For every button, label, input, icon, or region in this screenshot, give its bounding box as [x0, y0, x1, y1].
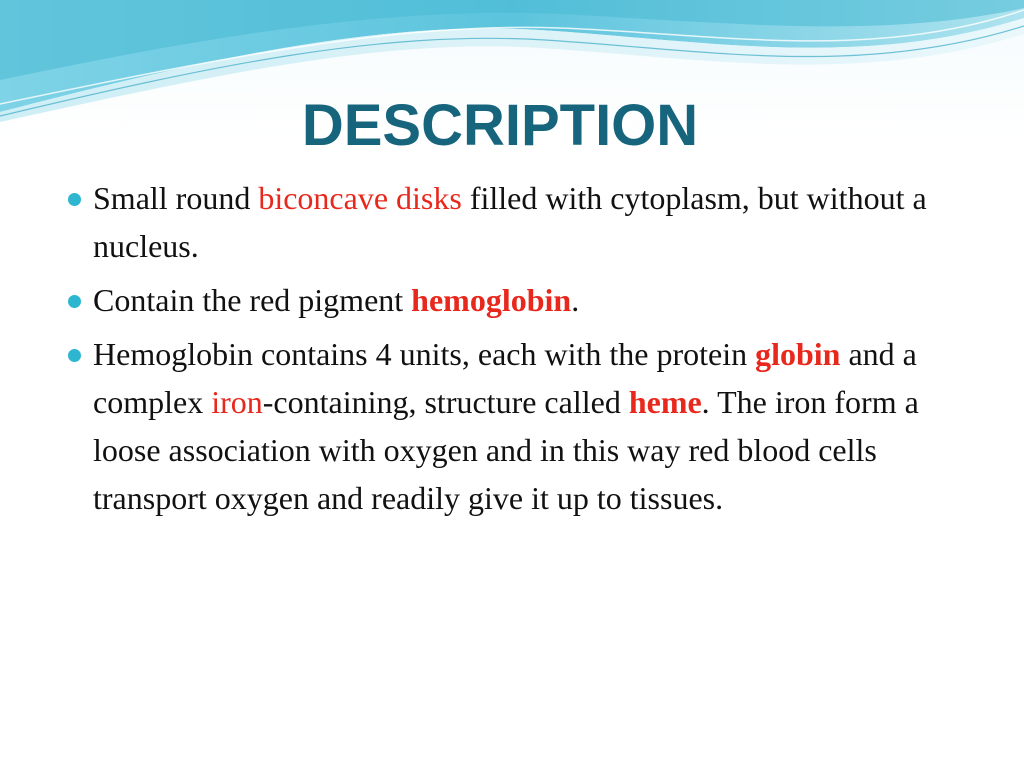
bullet-dot-icon	[68, 295, 81, 308]
text-segment: Contain the red pigment	[93, 282, 412, 318]
highlight-biconcave-disks: biconcave disks	[258, 180, 462, 216]
bullet-dot-icon	[68, 193, 81, 206]
text-segment: Hemoglobin contains 4 units, each with the protein	[93, 336, 756, 372]
bullet-text	[93, 282, 579, 318]
bullet-text	[93, 180, 927, 264]
bullet-list	[62, 174, 982, 528]
highlight-hemoglobin: hemoglobin	[411, 282, 572, 318]
highlight-globin: globin	[755, 336, 841, 372]
slide-title: DESCRIPTION	[301, 93, 699, 158]
text-segment: and a complex	[93, 336, 917, 420]
text-segment: filled with cytoplasm, but without a nucleus.	[93, 180, 927, 264]
bullet-dot-icon	[68, 349, 81, 362]
highlight-iron: iron	[211, 384, 263, 420]
bullet-item-1	[62, 174, 982, 270]
bullet-text	[93, 336, 919, 516]
bullet-item-2	[62, 276, 982, 324]
highlight-heme: heme	[628, 384, 702, 420]
text-segment: -containing, structure called	[262, 384, 629, 420]
text-segment: .	[571, 282, 580, 318]
bullet-item-3	[62, 330, 982, 522]
text-segment: . The iron form a loose association with oxygen and in this way red blood cells transport oxygen and readily give it up to tissues.	[93, 384, 919, 516]
text-segment: Small round	[93, 180, 259, 216]
